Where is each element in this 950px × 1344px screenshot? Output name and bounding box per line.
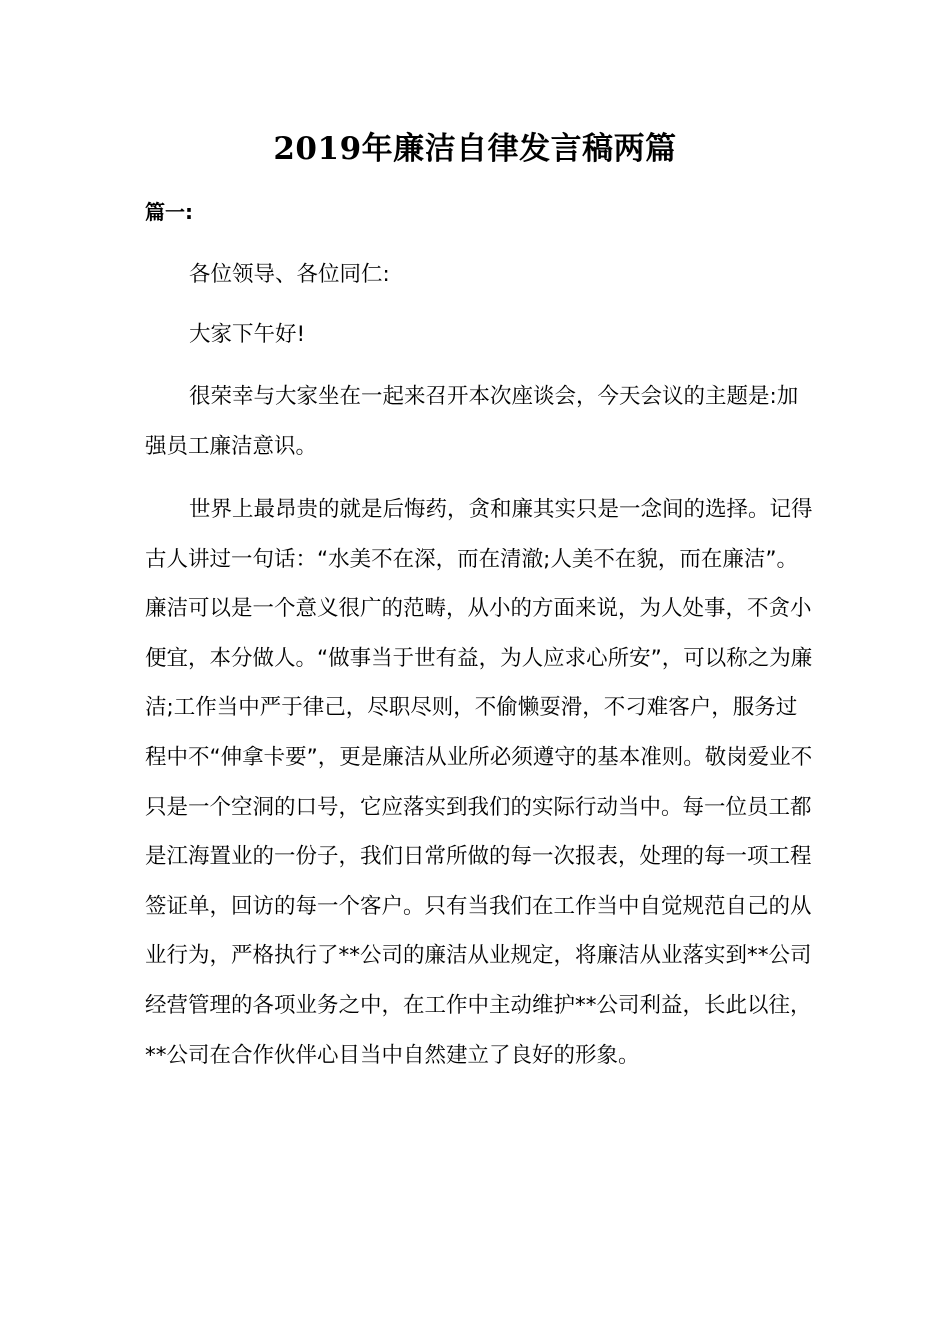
salutation-line: 大家下午好! bbox=[189, 322, 306, 347]
paragraph-intro: 很荣幸与大家坐在一起来召开本次座谈会，今天会议的主题是:加强员工廉洁意识。 bbox=[145, 384, 799, 459]
document-title: 2019年廉洁自律发言稿两篇 bbox=[273, 131, 677, 167]
greeting-line: 各位领导、各位同仁: bbox=[189, 262, 390, 287]
paragraph-main: 世界上最昂贵的就是后悔药，贪和廉其实只是一念间的选择。记得古人讲过一句话：“水美不在深，而在清澈;人美不在貌，而在廉洁”。廉洁可以是一个意义很广的范畴，从小的方面来说，为人处事，不贪小便宜，本分做人。“做事当于世有益，为人应求心所安”，可以称之为廉洁;工作当中严于律己，尽职尽则，不偷懒耍滑，不刁难客户，服务过程中不“伸拿卡要”，更是廉洁从业所必须遵守的基本准则。敬岗爱业不只是一个空洞的口号，它应落实到我们的实际行动当中。每一位员工都是江海置业的一份子，我们日常所做的每一次报表，处理的每一项工程签证单，回访的每一个客户。只有当我们在工作当中自觉规范自己的从业行为，严格执行了**公司的廉洁从业规定，将廉洁从业落实到**公司经营管理的各项业务之中，在工作中主动维护**公司利益，长此以往，**公司在合作伙伴心目当中自然建立了良好的形象。 bbox=[145, 497, 813, 1068]
section-heading: 篇一: bbox=[145, 200, 193, 224]
